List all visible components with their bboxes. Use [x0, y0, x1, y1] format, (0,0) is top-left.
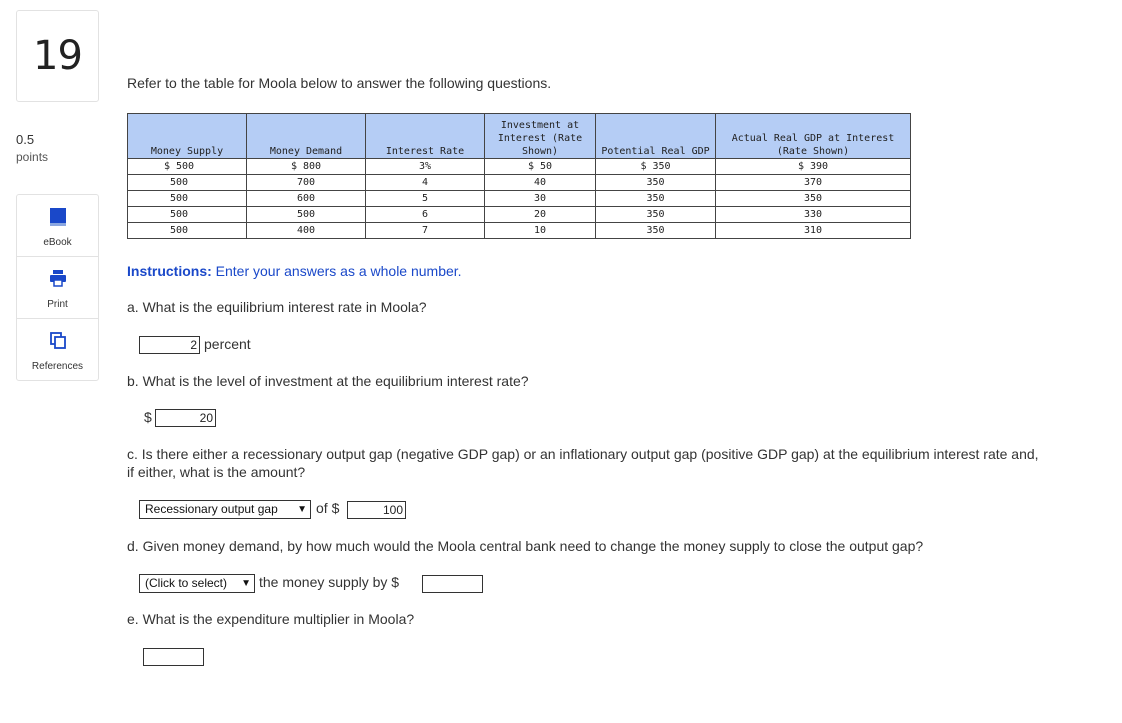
table-row: [128, 175, 911, 191]
table-cell: 350: [596, 207, 716, 223]
table-cell: 6: [366, 207, 485, 223]
answer-e-input[interactable]: [143, 648, 204, 666]
table-cell: 600: [247, 191, 366, 207]
table-cell: 5: [366, 191, 485, 207]
question-d-text: d. Given money demand, by how much would the Moola central bank need to change the money supply to close the output gap?: [127, 538, 924, 554]
points-label: points: [16, 150, 49, 164]
table-cell: $ 50: [485, 159, 596, 175]
references-button[interactable]: [17, 319, 98, 380]
table-cell: $ 350: [596, 159, 716, 175]
question-number: 19: [33, 33, 82, 79]
question-b-text: b. What is the level of investment at the equilibrium interest rate?: [127, 373, 529, 389]
col-header-money-supply: Money Supply: [128, 114, 247, 159]
chevron-down-icon: ▼: [297, 504, 307, 515]
answer-d-mid-text: the money supply by $: [259, 574, 400, 590]
answer-d-input[interactable]: [422, 575, 483, 593]
print-label: Print: [47, 299, 68, 310]
table-cell: 350: [596, 191, 716, 207]
gap-type-select[interactable]: [139, 500, 311, 519]
table-cell: 400: [247, 223, 366, 239]
table-cell: 500: [128, 175, 247, 191]
answer-c-mid-text: of $: [316, 500, 340, 516]
gap-type-select-value: Recessionary output gap: [145, 502, 278, 516]
table-cell: 500: [247, 207, 366, 223]
ebook-button[interactable]: [17, 195, 98, 257]
instructions-bold: Instructions:: [127, 263, 212, 279]
copy-icon: [49, 331, 67, 354]
money-change-select[interactable]: [139, 574, 255, 593]
table-cell: 40: [485, 175, 596, 191]
col-header-potential-gdp: Potential Real GDP: [596, 114, 716, 159]
table-cell: 3%: [366, 159, 485, 175]
instructions-text: Enter your answers as a whole number.: [211, 263, 462, 279]
table-cell: 10: [485, 223, 596, 239]
table-cell: 310: [716, 223, 911, 239]
chevron-down-icon: ▼: [241, 578, 251, 589]
answer-a-unit: percent: [204, 336, 251, 352]
question-c-text: c. Is there either a recessionary output gap (negative GDP gap) or an inflationary output gap (positive GDP gap) at the equilibrium interest rate and, if either, what is the amount?: [127, 446, 1039, 480]
question-e-text: e. What is the expenditure multiplier in Moola?: [127, 611, 415, 627]
table-cell: $ 390: [716, 159, 911, 175]
table-cell: 500: [128, 191, 247, 207]
table-cell: 700: [247, 175, 366, 191]
table-row: [128, 223, 911, 239]
printer-icon: [49, 269, 67, 292]
points-value: 0.5: [16, 132, 35, 147]
table-cell: 20: [485, 207, 596, 223]
table-cell: $ 500: [128, 159, 247, 175]
answer-b-prefix: $: [144, 409, 152, 425]
table-cell: 500: [128, 223, 247, 239]
col-header-money-demand: Money Demand: [247, 114, 366, 159]
col-header-investment: Investment at Interest (Rate Shown): [485, 114, 596, 159]
print-button[interactable]: [17, 257, 98, 319]
answer-b-input[interactable]: 20: [155, 409, 216, 427]
col-header-actual-gdp: Actual Real GDP at Interest (Rate Shown): [716, 114, 911, 159]
table-cell: 350: [716, 191, 911, 207]
table-cell: 7: [366, 223, 485, 239]
book-icon: [49, 207, 67, 232]
table-cell: 500: [128, 207, 247, 223]
col-header-interest-rate: Interest Rate: [366, 114, 485, 159]
table-cell: 4: [366, 175, 485, 191]
money-change-select-value: (Click to select): [145, 576, 228, 590]
table-row: [128, 159, 911, 175]
table-header-row: [128, 114, 911, 159]
question-number-box: [16, 10, 99, 102]
ebook-label: eBook: [43, 237, 72, 248]
question-a-text: a. What is the equilibrium interest rate in Moola?: [127, 299, 427, 315]
table-cell: $ 800: [247, 159, 366, 175]
references-label: References: [31, 361, 84, 372]
question-prompt: Refer to the table for Moola below to answer the following questions.: [127, 75, 552, 91]
answer-a-input[interactable]: 2: [139, 336, 200, 354]
table-cell: 350: [596, 223, 716, 239]
table-row: [128, 207, 911, 223]
table-cell: 30: [485, 191, 596, 207]
answer-c-input[interactable]: 100: [347, 501, 406, 519]
table-cell: 330: [716, 207, 911, 223]
table-cell: 350: [596, 175, 716, 191]
table-cell: 370: [716, 175, 911, 191]
instructions: [127, 263, 462, 279]
table-row: [128, 191, 911, 207]
tools-panel: [16, 194, 99, 381]
moola-table: [127, 113, 911, 239]
